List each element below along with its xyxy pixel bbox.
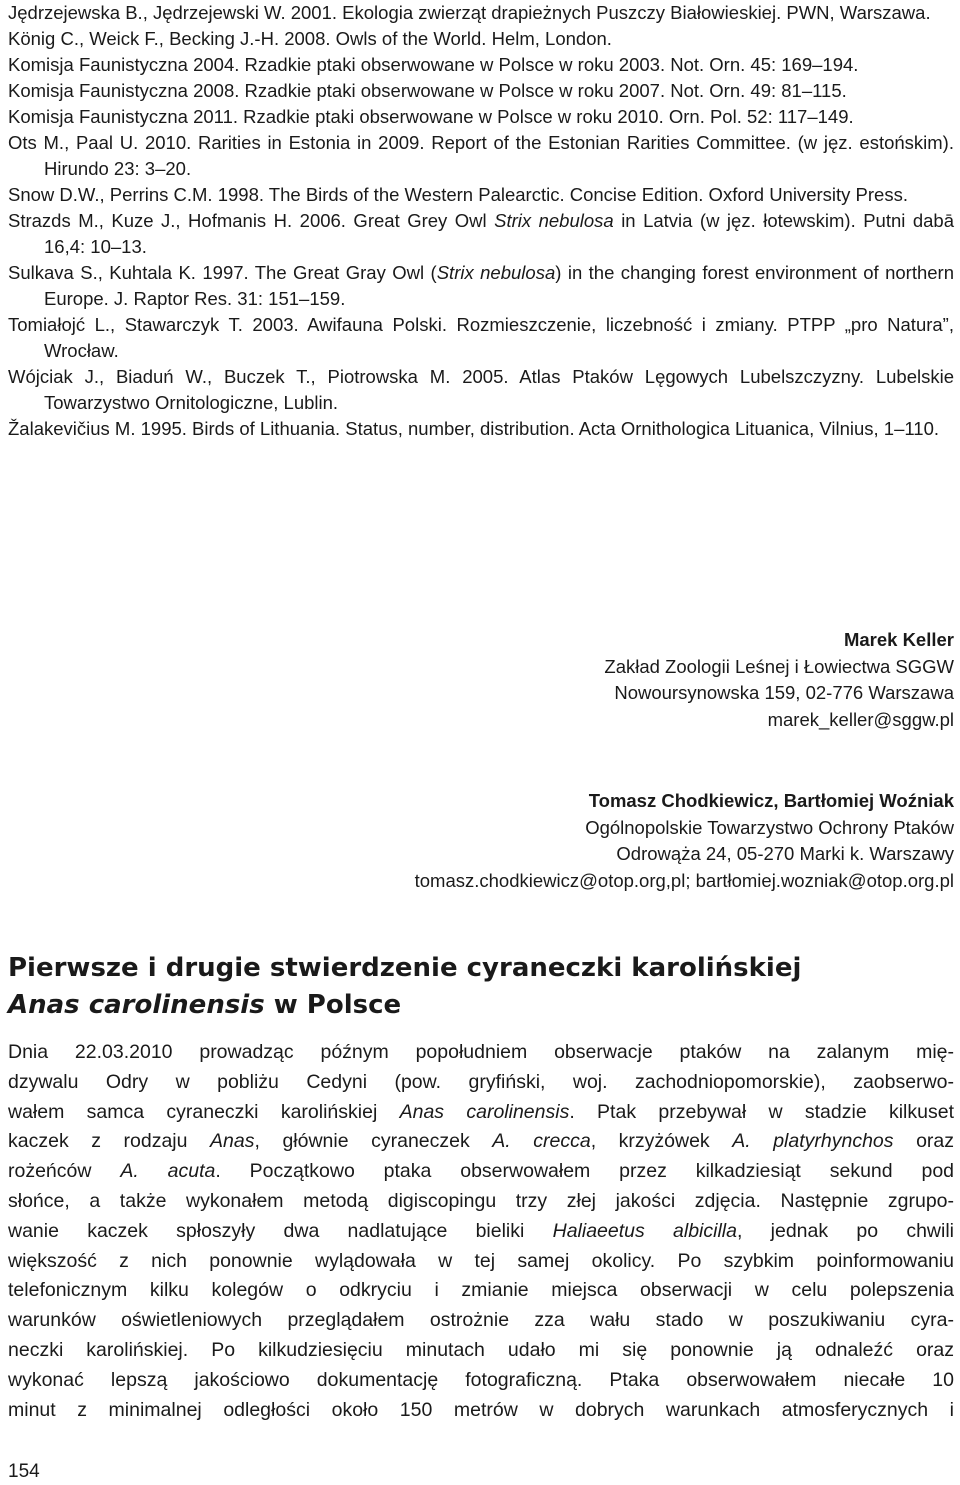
author-street-address: Nowoursynowska 159, 02-776 Warszawa [614, 682, 954, 703]
reference-list [8, 0, 954, 442]
species-name: A. acuta [120, 1160, 216, 1183]
reference-entry [8, 52, 954, 78]
reference-entry [8, 104, 954, 130]
article-text: minut z minimalnej odległości około 150 metrów w dobrych warunkach atmosferycznych i [8, 1398, 954, 1421]
author-address-keller [604, 627, 954, 733]
species-name: A. platyrhynchos [732, 1130, 894, 1153]
document-page [8, 0, 954, 1485]
article-text: . Początkowo ptaka obserwowałem przez kilkadziesiąt sekund pod [215, 1160, 955, 1183]
reference-text: Strazds M., Kuze J., Hofmanis H. 2006. Great Grey Owl [8, 210, 495, 231]
article-text: wanie kaczek spłoszyły dwa nadlatujące bieliki [8, 1219, 553, 1242]
reference-entry [8, 416, 954, 442]
reference-text: Snow D.W., Perrins C.M. 1998. The Birds of the Western Palearctic. Concise Edition. Oxford University Press. [8, 184, 908, 205]
article-line [8, 1247, 954, 1277]
reference-entry [8, 364, 954, 416]
article-line [8, 1276, 954, 1306]
reference-text: Tomiałojć L., Stawarczyk T. 2003. Awifauna Polski. Rozmieszczenie, liczebność i zmiany. PTPP „pro Natura”, Wrocław. [8, 314, 954, 361]
reference-text: in Latvia (w jęz. łotewskim). Putni dabā 16,4: 10–13. [44, 210, 955, 257]
author-email: marek_keller@sggw.pl [767, 708, 954, 730]
article-line [8, 1336, 954, 1366]
article-text: rożeńców [8, 1160, 121, 1183]
author-affiliation: Zakład Zoologii Leśnej i Łowiectwa SGGW [604, 655, 954, 677]
article-text: , jednak po chwili [736, 1219, 954, 1242]
article-line [8, 1396, 954, 1426]
article-text: słońce, a także wykonałem metodą digiscopingu trzy złej jakości zdjęcia. Następnie zgrupo- [8, 1189, 954, 1212]
reference-species-name: Strix nebulosa [436, 262, 556, 283]
article-line [8, 1038, 954, 1068]
reference-text: König C., Weick F., Becking J.-H. 2008. Owls of the World. Helm, London. [8, 28, 612, 49]
reference-text: Komisja Faunistyczna 2008. Rzadkie ptaki obserwowane w Polsce w roku 2007. Not. Orn. 49: 81–115. [8, 80, 847, 101]
species-name: Anas [210, 1130, 255, 1153]
article-line [8, 1187, 954, 1217]
author-street-address: Odrowąża 24, 05-270 Marki k. Warszawy [616, 843, 954, 864]
article-body [8, 1038, 954, 1425]
article-text: oraz [893, 1130, 955, 1153]
reference-entry [8, 208, 954, 260]
reference-text: Žalakevičius M. 1995. Birds of Lithuania. Status, number, distribution. Acta Ornithologica Lituanica, Vilnius, 1–110. [8, 418, 940, 439]
reference-entry [8, 26, 954, 52]
reference-text: Komisja Faunistyczna 2004. Rzadkie ptaki obserwowane w Polsce w roku 2003. Not. Orn. 45: 169–194. [8, 54, 859, 75]
species-name: A. crecca [492, 1130, 591, 1153]
reference-text: Komisja Faunistyczna 2011. Rzadkie ptaki obserwowane w Polsce w roku 2010. Orn. Pol. 52: 117–149. [8, 106, 854, 127]
article-text: wykonać lepszą jakościowo dokumentację fotograficzną. Ptaka obserwowałem niecałe 10 [8, 1368, 954, 1391]
author-name: Marek Keller [843, 629, 954, 650]
article-text: , głównie cyraneczek [254, 1130, 493, 1153]
reference-entry [8, 78, 954, 104]
reference-text: Ots M., Paal U. 2010. Rarities in Estonia in 2009. Report of the Estonian Rarities Committee. (w jęz. estońskim). Hirundo 23: 3–20. [8, 132, 954, 179]
article-line [8, 1098, 954, 1128]
article-text: kaczek z rodzaju [8, 1130, 211, 1153]
reference-text: Wójciak J., Biaduń W., Buczek T., Piotrowska M. 2005. Atlas Ptaków Lęgowych Lubelszczyzny. Lubelskie Towarzystwo Ornitologiczne, Lublin. [8, 366, 954, 413]
reference-entry [8, 260, 954, 312]
article-line [8, 1366, 954, 1396]
reference-text: Sulkava S., Kuhtala K. 1997. The Great Gray Owl ( [8, 262, 437, 283]
reference-entry [8, 182, 954, 208]
species-name: Anas carolinensis [399, 1100, 570, 1123]
reference-text: Jędrzejewska B., Jędrzejewski W. 2001. Ekologia zwierząt drapieżnych Puszczy Białowieskiej. PWN, Warszawa. [8, 2, 931, 23]
article-line [8, 1127, 954, 1157]
page-number: 154 [8, 1461, 40, 1482]
reference-entry [8, 0, 954, 26]
article-text: telefonicznym kilku kolegów o odkryciu i zmianie miejsca obserwacji w celu polepszenia [8, 1279, 954, 1302]
article-line [8, 1217, 954, 1247]
species-name: Haliaeetus albicilla [552, 1219, 737, 1242]
article-title [8, 950, 954, 1024]
reference-entry [8, 130, 954, 182]
article-text: wałem samca cyraneczki karolińskiej [8, 1100, 400, 1123]
article-line [8, 1306, 954, 1336]
article-text: neczki karolińskiej. Po kilkudziesięciu minutach udało mi się ponownie ją odnaleźć oraz [8, 1338, 954, 1361]
reference-entry [8, 312, 954, 364]
author-affiliation: Ogólnopolskie Towarzystwo Ochrony Ptaków [585, 816, 954, 838]
reference-species-name: Strix nebulosa [494, 210, 614, 231]
article-text: większość z nich ponownie wylądowała w tej samej okolicy. Po szybkim poinformowaniu [8, 1249, 954, 1272]
article-line [8, 1068, 954, 1098]
author-email: tomasz.chodkiewicz@otop.org,pl; bartłomiej.wozniak@otop.org.pl [414, 869, 954, 891]
article-title-line-1: Pierwsze i drugie stwierdzenie cyraneczki karolińskiej [8, 953, 802, 983]
article-text: . Ptak przebywał w stadzie kilkuset [569, 1100, 954, 1123]
article-text: dzywalu Odry w pobliżu Cedyni (pow. gryfiński, woj. zachodniopomorskie), zaobserwo- [8, 1070, 954, 1093]
article-title-species: Anas carolinensis [8, 990, 265, 1020]
article-text: warunków oświetleniowych przeglądałem ostrożnie zza wału stado w poszukiwaniu cyra- [8, 1309, 954, 1332]
reference-text: ) in the changing forest environment of northern Europe. J. Raptor Res. 31: 151–159. [44, 262, 955, 309]
author-address-chodkiewicz-wozniak [415, 788, 954, 894]
article-text: , krzyżówek [590, 1130, 733, 1153]
author-name: Tomasz Chodkiewicz, Bartłomiej Woźniak [588, 790, 954, 811]
article-title-line-2-rest: w Polsce [264, 990, 402, 1020]
article-line [8, 1157, 954, 1187]
article-text: Dnia 22.03.2010 prowadząc późnym popołudniem obserwacje ptaków na zalanym mię- [8, 1041, 954, 1063]
